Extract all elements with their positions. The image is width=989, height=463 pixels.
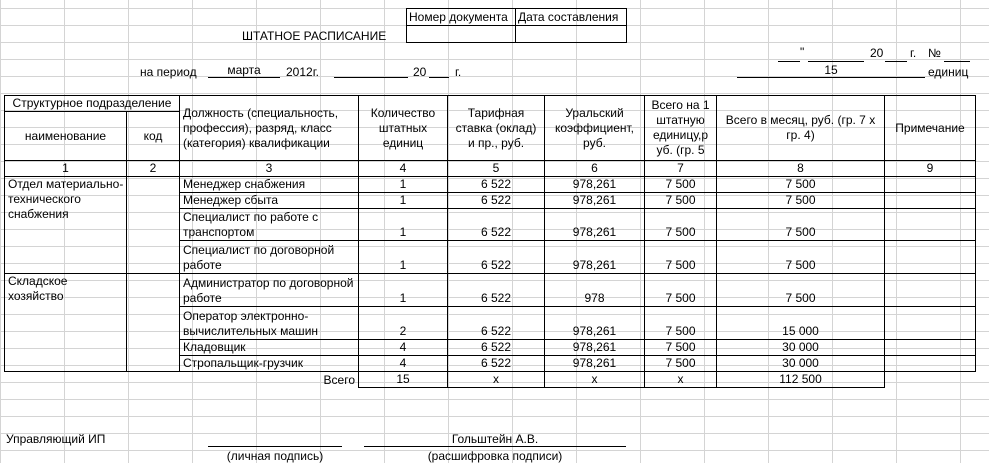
monthly-cell: 7 500 <box>717 177 885 193</box>
monthly-cell: 15 000 <box>717 307 885 340</box>
approval-year-prefix: 20 <box>870 46 884 60</box>
document-number-label: Номер документа <box>407 9 516 26</box>
quantity-cell: 1 <box>359 241 448 274</box>
quantity-cell: 4 <box>359 356 448 372</box>
period-label: на период <box>140 65 197 79</box>
name-caption: (расшифровка подписи) <box>427 449 563 463</box>
coefficient-cell: 978,261 <box>545 241 645 274</box>
header-note: Примечание <box>885 96 976 161</box>
period-end-field[interactable] <box>334 63 408 78</box>
quantity-cell: 1 <box>359 209 448 241</box>
header-code: код <box>127 112 180 161</box>
position-cell: Менеджер снабжения <box>180 177 359 193</box>
rate-cell: 6 522 <box>448 193 545 209</box>
monthly-cell: 7 500 <box>717 241 885 274</box>
total-label: Всего <box>323 372 355 387</box>
quantity-cell: 4 <box>359 340 448 356</box>
per-unit-cell: 7 500 <box>645 241 717 274</box>
approval-year-field[interactable] <box>885 47 907 62</box>
rate-cell: 6 522 <box>448 274 545 307</box>
header-quantity: Количество штатных единиц <box>359 96 448 161</box>
per-unit-cell: 7 500 <box>645 177 717 193</box>
period-end-year-suffix: г. <box>455 65 462 79</box>
period-month-field[interactable]: марта <box>208 63 280 78</box>
period-year: 2012г. <box>286 65 319 79</box>
division-name: Складское хозяйство <box>5 274 127 372</box>
unit-count-label: единиц <box>928 65 969 79</box>
column-number: 9 <box>885 161 976 177</box>
per-unit-cell: 7 500 <box>645 274 717 307</box>
total-per-unit: х <box>645 372 717 388</box>
per-unit-cell: 7 500 <box>645 340 717 356</box>
column-number: 7 <box>645 161 717 177</box>
coefficient-cell: 978,261 <box>545 193 645 209</box>
quantity-cell: 1 <box>359 274 448 307</box>
period-end-year-prefix: 20 <box>413 65 427 79</box>
quantity-cell: 2 <box>359 307 448 340</box>
header-per-unit: Всего на 1 штатную единицу,р уб. (гр. 5 <box>645 96 717 161</box>
column-number: 6 <box>545 161 645 177</box>
column-number: 2 <box>127 161 180 177</box>
per-unit-cell: 7 500 <box>645 209 717 241</box>
header-position: Должность (специальность, профессия), разряд, класс (категория) квалификации <box>180 96 359 161</box>
signer-role: Управляющий ИП <box>6 432 106 446</box>
monthly-cell: 7 500 <box>717 209 885 241</box>
coefficient-cell: 978,261 <box>545 209 645 241</box>
table-row <box>5 274 976 307</box>
column-number: 3 <box>180 161 359 177</box>
total-row <box>5 372 976 388</box>
staff-table <box>4 95 976 388</box>
document-number-value[interactable] <box>407 26 516 43</box>
rate-cell: 6 522 <box>448 340 545 356</box>
division-code <box>127 177 180 274</box>
note-cell <box>885 340 976 356</box>
per-unit-cell: 7 500 <box>645 307 717 340</box>
period-end-year-field[interactable] <box>429 63 449 78</box>
monthly-cell: 7 500 <box>717 193 885 209</box>
total-rate: х <box>448 372 545 388</box>
approval-month-field[interactable] <box>808 47 864 62</box>
coefficient-cell: 978,261 <box>545 340 645 356</box>
signature-line[interactable] <box>208 432 342 447</box>
column-number: 4 <box>359 161 448 177</box>
approval-day-field[interactable] <box>778 47 800 62</box>
note-cell <box>885 307 976 340</box>
signature-caption: (личная подпись) <box>226 449 324 463</box>
signer-name[interactable]: Гольштейн А.В. <box>364 432 626 447</box>
document-date-value[interactable] <box>516 26 627 43</box>
position-cell: Оператор электронно-вычислительных машин <box>180 307 359 340</box>
coefficient-cell: 978,261 <box>545 356 645 372</box>
note-cell <box>885 274 976 307</box>
unit-count-field[interactable]: 15 <box>737 63 925 78</box>
rate-cell: 6 522 <box>448 241 545 274</box>
coefficient-cell: 978,261 <box>545 307 645 340</box>
monthly-cell: 30 000 <box>717 340 885 356</box>
note-cell <box>885 193 976 209</box>
note-cell <box>885 241 976 274</box>
approval-number-field[interactable] <box>944 47 970 62</box>
document-header-table <box>406 8 627 43</box>
note-cell <box>885 209 976 241</box>
position-cell: Специалист по договорной работе <box>180 241 359 274</box>
monthly-cell: 7 500 <box>717 274 885 307</box>
note-cell <box>885 177 976 193</box>
rate-cell: 6 522 <box>448 177 545 193</box>
header-rate: Тарифная ставка (оклад) и пр., руб. <box>448 96 545 161</box>
approval-number-label: № <box>928 46 941 60</box>
document-date-label: Дата составления <box>516 9 627 26</box>
position-cell: Менеджер сбыта <box>180 193 359 209</box>
rate-cell: 6 522 <box>448 307 545 340</box>
division-name: Отдел материально-технического снабжения <box>5 177 127 274</box>
division-code <box>127 274 180 372</box>
header-division: Структурное подразделение <box>5 96 180 112</box>
total-quantity: 15 <box>359 372 448 388</box>
column-number: 8 <box>717 161 885 177</box>
position-cell: Специалист по работе с транспортом <box>180 209 359 241</box>
note-cell <box>885 356 976 372</box>
coefficient-cell: 978 <box>545 274 645 307</box>
position-cell: Стропальщик-грузчик <box>180 356 359 372</box>
total-monthly: 112 500 <box>717 372 885 388</box>
monthly-cell: 30 000 <box>717 356 885 372</box>
total-coefficient: х <box>545 372 645 388</box>
approval-year-suffix: г. <box>910 46 917 60</box>
header-monthly: Всего в месяц, руб. (гр. 7 х гр. 4) <box>717 96 885 161</box>
rate-cell: 6 522 <box>448 209 545 241</box>
per-unit-cell: 7 500 <box>645 193 717 209</box>
document-title: ШТАТНОЕ РАСПИСАНИЕ <box>242 29 387 43</box>
coefficient-cell: 978,261 <box>545 177 645 193</box>
quantity-cell: 1 <box>359 177 448 193</box>
position-cell: Кладовщик <box>180 340 359 356</box>
total-note <box>885 372 976 388</box>
column-numbers-row <box>5 161 976 177</box>
per-unit-cell: 7 500 <box>645 356 717 372</box>
header-name: наименование <box>5 112 127 161</box>
column-number: 1 <box>5 161 127 177</box>
position-cell: Администратор по договорной работе <box>180 274 359 307</box>
quantity-cell: 1 <box>359 193 448 209</box>
table-row <box>5 177 976 193</box>
approval-quote: " <box>800 45 805 59</box>
column-number: 5 <box>448 161 545 177</box>
rate-cell: 6 522 <box>448 356 545 372</box>
header-coefficient: Уральский коэффициент, руб. <box>545 96 645 161</box>
